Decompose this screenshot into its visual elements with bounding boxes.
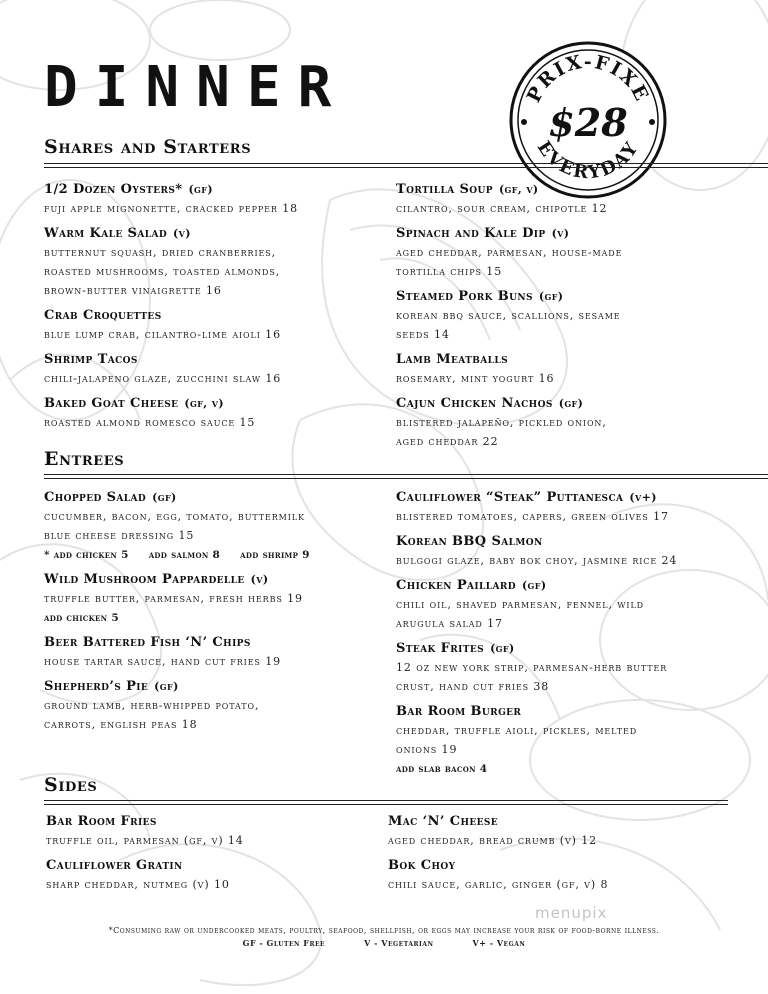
menu-item-description: onions 19 — [396, 743, 458, 756]
menu-item-name — [388, 856, 728, 875]
menu-item-name — [44, 488, 384, 507]
prix-fixe-stamp — [508, 40, 668, 200]
menu-item — [44, 224, 384, 300]
menu-item-name — [44, 633, 384, 652]
section-rule — [44, 800, 728, 801]
starters-right-column — [396, 180, 766, 457]
menupix-watermark: menupix — [535, 904, 608, 922]
dietary-tag: (gf) — [188, 183, 213, 196]
menu-item-title: Chicken Paillard — [396, 578, 516, 593]
menu-item-title: Crab Croquettes — [44, 308, 162, 323]
stamp-dot-right — [649, 119, 655, 125]
menu-item-description: roasted almond romesco sauce 15 — [44, 416, 256, 429]
entrees-right-column — [396, 488, 766, 784]
menu-item-name — [46, 812, 386, 831]
legend-gluten-free: GF - Gluten Free — [242, 938, 326, 948]
menu-item — [44, 488, 384, 564]
menu-item-description: butternut squash, dried cranberries, — [44, 246, 277, 259]
sides-left-column — [46, 812, 386, 900]
menu-item-title: Cauliflower Gratin — [46, 858, 183, 873]
legend-vegan: V+ - Vegan — [472, 938, 526, 948]
menu-item-title: Warm Kale Salad — [44, 226, 168, 241]
menu-item — [44, 570, 384, 627]
menu-item-title: Cajun Chicken Nachos — [396, 396, 553, 411]
menu-item — [388, 812, 728, 850]
menu-item-title: Chopped Salad — [44, 490, 147, 505]
menu-item-title: Lamb Meatballs — [396, 352, 509, 367]
menu-item — [44, 633, 384, 671]
menu-item-name — [396, 488, 766, 507]
dietary-tag: (v+) — [629, 491, 657, 504]
menu-item-description: aged cheddar, parmesan, house-made — [396, 246, 623, 259]
menu-item-description: roasted mushrooms, toasted almonds, — [44, 265, 281, 278]
dietary-tag: (v) — [551, 227, 570, 240]
menu-item-title: Spinach and Kale Dip — [396, 226, 546, 241]
menu-item-title: Beer Battered Fish ‘N’ Chips — [44, 635, 251, 650]
stamp-dot-left — [521, 119, 527, 125]
menu-item — [396, 350, 766, 388]
menu-item — [396, 180, 766, 218]
stamp-bottom-text: EVERYDAY — [532, 137, 644, 184]
menu-item-description: arugula salad 17 — [396, 617, 503, 630]
sides-right-column — [388, 812, 728, 900]
dietary-tag: (v) — [173, 227, 191, 240]
menu-item-description: house tartar sauce, hand cut fries 19 — [44, 655, 282, 668]
section-heading-entrees: Entrees — [44, 448, 125, 470]
menu-item-description: cucumber, bacon, egg, tomato, buttermilk — [44, 510, 305, 523]
menu-item-description: cilantro, sour cream, chipotle 12 — [396, 202, 608, 215]
menu-item-title: Shepherd’s Pie — [44, 679, 149, 694]
legend-vegetarian: V - Vegetarian — [364, 938, 434, 948]
menu-item — [44, 306, 384, 344]
menu-item — [396, 287, 766, 344]
addon-option: add shrimp 9 — [240, 549, 310, 561]
menu-item-name — [44, 677, 384, 696]
menu-item-description: chili oil, shaved parmesan, fennel, wild — [396, 598, 644, 611]
menu-item-title: Steak Frites — [396, 641, 485, 656]
menu-item-name — [388, 812, 728, 831]
menu-item-description: ground lamb, herb-whipped potato, — [44, 699, 260, 712]
menu-item-description: blue lump crab, cilantro-lime aioli 16 — [44, 328, 281, 341]
menu-item-name — [396, 287, 766, 306]
menu-item — [388, 856, 728, 894]
menu-item-title: Korean BBQ Salmon — [396, 534, 543, 549]
menu-item-name — [44, 224, 384, 243]
dietary-tag: (gf) — [154, 680, 179, 693]
menu-item-description: carrots, english peas 18 — [44, 718, 198, 731]
menu-item-title: Cauliflower “Steak” Puttanesca — [396, 490, 624, 505]
dietary-tag: (v) — [250, 573, 269, 586]
menu-item-name — [44, 350, 384, 369]
menu-item-description: korean bbq sauce, scallions, sesame — [396, 309, 621, 322]
addon-option: add chicken 5 — [44, 612, 119, 624]
menu-item-name — [44, 394, 384, 413]
menu-item-description: crust, hand cut fries 38 — [396, 680, 550, 693]
menu-item-name — [396, 180, 766, 199]
menu-item — [46, 812, 386, 850]
menu-item-description: fuji apple mignonette, cracked pepper 18 — [44, 202, 299, 215]
menu-item-name — [44, 180, 384, 199]
menu-item-title: Baked Goat Cheese — [44, 396, 179, 411]
menu-item-name — [396, 350, 766, 369]
menu-item-name — [396, 639, 766, 658]
dietary-tag: (gf) — [558, 397, 584, 410]
menu-item-title: 1/2 Dozen Oysters* — [44, 182, 183, 197]
menu-item-description: aged cheddar, bread crumb (v) 12 — [388, 834, 598, 847]
menu-item-name — [396, 532, 766, 551]
menu-item-description: rosemary, mint yogurt 16 — [396, 372, 555, 385]
menu-item-description: seeds 14 — [396, 328, 450, 341]
menu-item-title: Wild Mushroom Pappardelle — [44, 572, 245, 587]
menu-item-description: truffle oil, parmesan (gf, v) 14 — [46, 834, 244, 847]
menu-item-name — [396, 702, 766, 721]
menu-item-name — [396, 224, 766, 243]
starters-left-column — [44, 180, 384, 438]
menu-item — [44, 350, 384, 388]
section-heading-starters: Shares and Starters — [44, 136, 252, 158]
section-rule — [44, 163, 768, 164]
menu-item-title: Steamed Pork Buns — [396, 289, 533, 304]
menu-item-name — [44, 570, 384, 589]
menu-item-addons — [396, 760, 766, 778]
dietary-tag: (gf, v) — [498, 183, 539, 196]
addon-option: * add chicken 5 — [44, 549, 129, 561]
food-safety-disclaimer: *Consuming raw or undercooked meats, poultry, seafood, shellfish, or eggs may increase your risk of food-borne illness. — [108, 926, 660, 935]
menu-item-addons — [44, 546, 384, 564]
menu-item — [396, 394, 766, 451]
section-rule — [44, 804, 728, 805]
section-rule — [44, 478, 768, 479]
menu-item — [396, 224, 766, 281]
menu-item — [396, 639, 766, 696]
menu-item — [44, 180, 384, 218]
stamp-top-text: PRIX-FIXE — [522, 50, 654, 107]
menu-item-description: blistered jalapeño, pickled onion, — [396, 416, 607, 429]
menu-item-name — [44, 306, 384, 325]
menu-item-title: Bar Room Fries — [46, 814, 157, 829]
stamp-price: $28 — [548, 100, 628, 145]
dietary-legend — [0, 938, 768, 948]
dietary-tag: (gf) — [490, 642, 515, 655]
menu-item-name — [396, 576, 766, 595]
menu-item-title: Bar Room Burger — [396, 704, 522, 719]
menu-item-description: bulgogi glaze, baby bok choy, jasmine rice 24 — [396, 554, 678, 567]
menu-item-name — [396, 394, 766, 413]
menu-item — [44, 394, 384, 432]
addon-option: add salmon 8 — [148, 549, 221, 561]
menu-item-title: Bok Choy — [388, 858, 456, 873]
menu-item-description: aged cheddar 22 — [396, 435, 499, 448]
menu-item-description: tortilla chips 15 — [396, 265, 503, 278]
entrees-left-column — [44, 488, 384, 740]
menu-item-description: 12 oz new york strip, parmesan-herb butter — [396, 661, 668, 674]
dietary-tag: (gf) — [538, 290, 564, 303]
menu-item — [44, 677, 384, 734]
menu-title: DINNER — [44, 55, 349, 120]
section-heading-sides: Sides — [44, 774, 98, 796]
menu-item — [396, 576, 766, 633]
menu-item-description: brown-butter vinaigrette 16 — [44, 284, 222, 297]
menu-item-description: chili sauce, garlic, ginger (gf, v) 8 — [388, 878, 609, 891]
menu-item-description: blistered tomatoes, capers, green olives 17 — [396, 510, 669, 523]
menu-item-addons — [44, 609, 384, 627]
menu-item-description: truffle butter, parmesan, fresh herbs 19 — [44, 592, 303, 605]
menu-item — [396, 532, 766, 570]
menu-item-title: Shrimp Tacos — [44, 352, 138, 367]
menu-item-name — [46, 856, 386, 875]
dietary-tag: (gf) — [521, 579, 547, 592]
menu-item — [396, 488, 766, 526]
section-rule — [44, 474, 768, 475]
dietary-tag: (gf, v) — [184, 397, 224, 410]
menu-item — [396, 702, 766, 778]
menu-item-description: chili-jalapeno glaze, zucchini slaw 16 — [44, 372, 282, 385]
menu-item-title: Mac ‘N’ Cheese — [388, 814, 499, 829]
menu-item-description: cheddar, truffle aioli, pickles, melted — [396, 724, 638, 737]
dietary-tag: (gf) — [152, 491, 177, 504]
menu-item-title: Tortilla Soup — [396, 182, 493, 197]
section-rule — [44, 167, 768, 168]
menu-item-description: sharp cheddar, nutmeg (v) 10 — [46, 878, 230, 891]
menu-item-description: blue cheese dressing 15 — [44, 529, 195, 542]
addon-option: add slab bacon 4 — [396, 763, 488, 775]
menu-item — [46, 856, 386, 894]
